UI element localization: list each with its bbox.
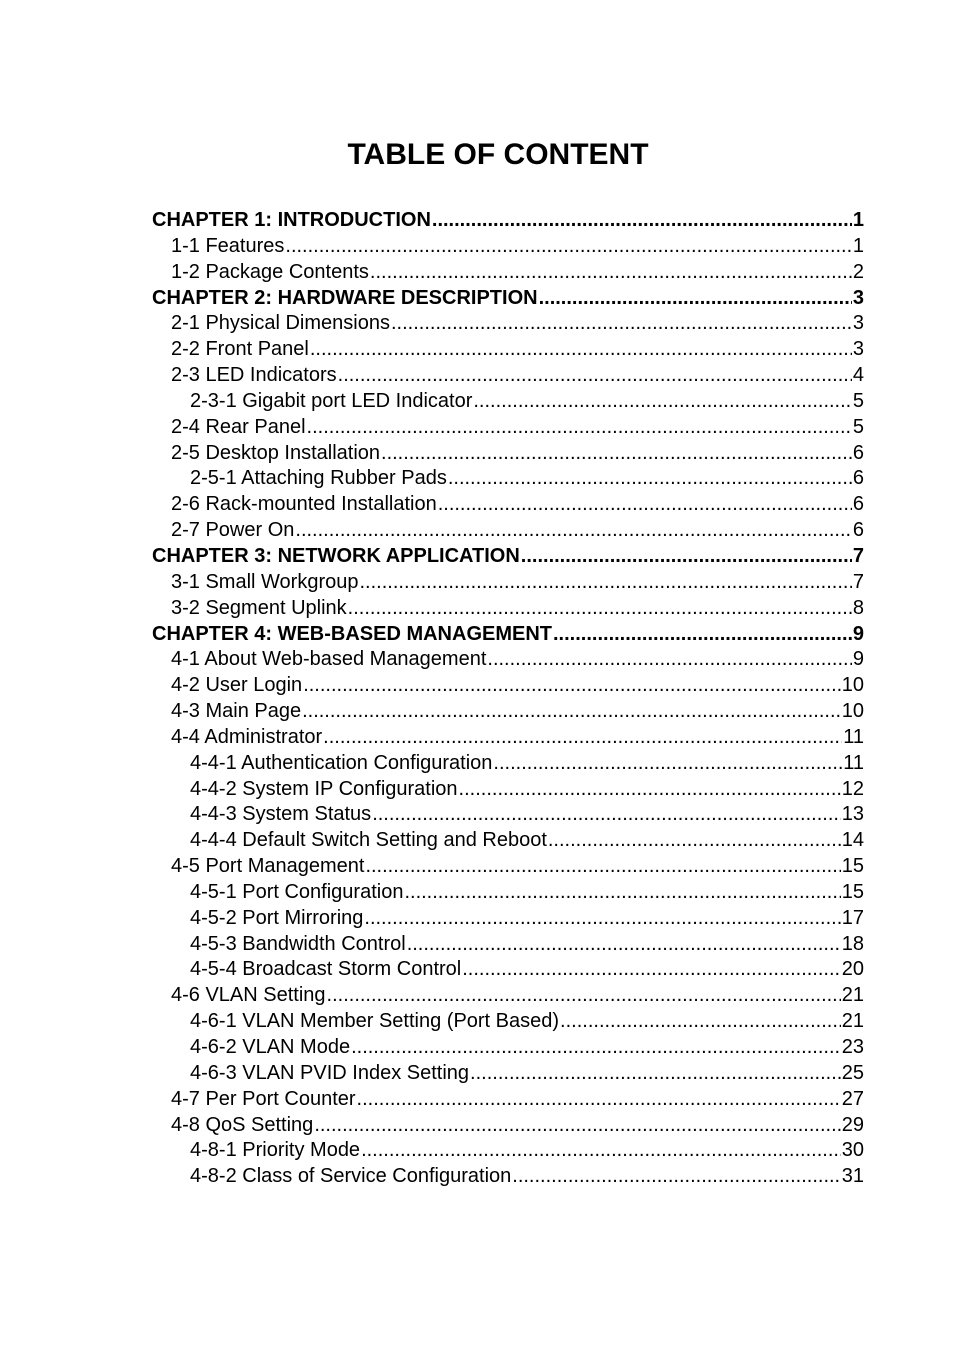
dot-leader <box>372 802 841 828</box>
dot-leader <box>381 441 852 467</box>
toc-entry-label: 4-4-2 System IP Configuration <box>190 777 458 800</box>
toc-entry-label: 4-5-4 Broadcast Storm Control <box>190 958 462 981</box>
toc-page-number: 13 <box>841 803 864 826</box>
toc-page-number: 30 <box>841 1139 864 1162</box>
toc-page-number: 7 <box>852 544 864 567</box>
toc-page-number: 6 <box>852 519 864 542</box>
toc-chapter-entry[interactable] <box>152 286 864 312</box>
dot-leader <box>432 208 852 234</box>
dot-leader <box>560 1009 841 1035</box>
toc-page-number: 10 <box>841 674 864 697</box>
toc-page-number: 4 <box>852 364 864 387</box>
dot-leader <box>285 234 851 260</box>
toc-subsection-entry[interactable] <box>152 802 864 828</box>
toc-section-entry[interactable] <box>152 983 864 1009</box>
toc-page-number: 2 <box>852 260 864 283</box>
toc-page-number: 10 <box>841 700 864 723</box>
toc-page-number: 14 <box>841 829 864 852</box>
dot-leader <box>323 725 842 751</box>
dot-leader <box>302 699 841 725</box>
toc-page-number: 20 <box>841 958 864 981</box>
dot-leader <box>548 828 841 854</box>
toc-page-number: 15 <box>841 880 864 903</box>
toc-section-entry[interactable] <box>152 1087 864 1113</box>
toc-entry-label: 3-2 Segment Uplink <box>171 596 347 619</box>
toc-page-number: 7 <box>852 570 864 593</box>
toc-entry-label: 2-6 Rack-mounted Installation <box>171 493 437 516</box>
toc-section-entry[interactable] <box>152 518 864 544</box>
toc-page-number: 5 <box>852 415 864 438</box>
dot-leader <box>539 286 852 312</box>
toc-section-entry[interactable] <box>152 1113 864 1139</box>
toc-entry-label: 4-6-1 VLAN Member Setting (Port Based) <box>190 1010 560 1033</box>
toc-entry-label: CHAPTER 4: WEB-BASED MANAGEMENT <box>152 622 552 645</box>
toc-section-entry[interactable] <box>152 854 864 880</box>
toc-page-number: 11 <box>843 751 864 774</box>
toc-chapter-entry[interactable] <box>152 544 864 570</box>
dot-leader <box>361 1138 841 1164</box>
toc-entry-label: 4-8 QoS Setting <box>171 1113 314 1136</box>
toc-entry-label: 4-4-4 Default Switch Setting and Reboot <box>190 829 547 852</box>
dot-leader <box>459 777 841 803</box>
toc-page-number: 6 <box>852 493 864 516</box>
toc-entry-label: 4-4-1 Authentication Configuration <box>190 751 493 774</box>
dot-leader <box>493 751 842 777</box>
toc-section-entry[interactable] <box>152 234 864 260</box>
dot-leader <box>438 492 852 518</box>
toc-chapter-entry[interactable] <box>152 208 864 234</box>
toc-page-number: 9 <box>852 622 864 645</box>
dot-leader <box>391 311 852 337</box>
toc-entry-label: 1-2 Package Contents <box>171 260 369 283</box>
toc-page-number: 1 <box>852 234 864 257</box>
dot-leader <box>473 389 852 415</box>
toc-entry-label: CHAPTER 3: NETWORK APPLICATION <box>152 544 520 567</box>
toc-section-entry[interactable] <box>152 673 864 699</box>
dot-leader <box>364 906 840 932</box>
toc-page-number: 5 <box>852 389 864 412</box>
dot-leader <box>448 466 852 492</box>
toc-subsection-entry[interactable] <box>152 1061 864 1087</box>
toc-section-entry[interactable] <box>152 725 864 751</box>
toc-page-number: 1 <box>852 209 864 231</box>
toc-subsection-entry[interactable] <box>152 1035 864 1061</box>
dot-leader <box>365 854 840 880</box>
toc-entry-label: 4-2 User Login <box>171 674 303 697</box>
toc-subsection-entry[interactable] <box>152 957 864 983</box>
toc-entry-label: 4-4 Administrator <box>171 725 323 748</box>
toc-entry-label: 2-5 Desktop Installation <box>171 441 381 464</box>
toc-page-number: 18 <box>841 932 864 955</box>
toc-page-number: 29 <box>841 1113 864 1136</box>
toc-section-entry[interactable] <box>152 647 864 673</box>
toc-entry-label: 4-5-3 Bandwidth Control <box>190 932 406 955</box>
toc-section-entry[interactable] <box>152 311 864 337</box>
toc-section-entry[interactable] <box>152 337 864 363</box>
toc-page-number: 21 <box>841 984 864 1007</box>
dot-leader <box>512 1164 840 1190</box>
toc-page-number: 15 <box>841 855 864 878</box>
toc-page-number: 31 <box>841 1165 864 1188</box>
toc-entry-label: 3-1 Small Workgroup <box>171 570 359 593</box>
toc-chapter-entry[interactable] <box>152 622 864 648</box>
toc-subsection-entry[interactable] <box>152 389 864 415</box>
dot-leader <box>310 337 852 363</box>
toc-page-number: 21 <box>841 1010 864 1033</box>
toc-subsection-entry[interactable] <box>152 777 864 803</box>
toc-subsection-entry[interactable] <box>152 1009 864 1035</box>
toc-subsection-entry[interactable] <box>152 751 864 777</box>
toc-section-entry[interactable] <box>152 492 864 518</box>
toc-page-number: 9 <box>852 648 864 671</box>
toc-section-entry[interactable] <box>152 596 864 622</box>
toc-subsection-entry[interactable] <box>152 1164 864 1190</box>
toc-page-number: 27 <box>841 1087 864 1110</box>
toc-entry-label: 2-5-1 Attaching Rubber Pads <box>190 467 447 490</box>
toc-entry-label: 2-2 Front Panel <box>171 338 309 361</box>
toc-subsection-entry[interactable] <box>152 466 864 492</box>
toc-entry-label: 2-3 LED Indicators <box>171 364 337 387</box>
toc-page-number: 25 <box>841 1061 864 1084</box>
dot-leader <box>553 622 852 648</box>
dot-leader <box>521 544 852 570</box>
toc-entry-label: CHAPTER 2: HARDWARE DESCRIPTION <box>152 286 538 309</box>
toc-entry-label: 4-8-1 Priority Mode <box>190 1139 361 1162</box>
toc-page-number: 23 <box>841 1036 864 1058</box>
toc-section-entry[interactable] <box>152 363 864 389</box>
toc-entry-label: 4-5-1 Port Configuration <box>190 880 404 903</box>
dot-leader <box>307 415 852 441</box>
toc-page-number: 6 <box>852 441 864 464</box>
page-title: TABLE OF CONTENT <box>347 138 649 171</box>
toc-page-number: 3 <box>852 312 864 335</box>
toc-section-entry[interactable] <box>152 415 864 441</box>
toc-entry-label: 4-6 VLAN Setting <box>171 984 326 1007</box>
toc-entry-label: 2-4 Rear Panel <box>171 415 306 438</box>
toc-entry-label: 2-3-1 Gigabit port LED Indicator <box>190 389 473 412</box>
dot-leader <box>470 1061 841 1087</box>
toc-entry-label: 4-3 Main Page <box>171 700 302 723</box>
dot-leader <box>314 1113 840 1139</box>
dot-leader <box>404 880 840 906</box>
toc-entry-label: 4-5 Port Management <box>171 855 365 878</box>
toc-page-number: 8 <box>852 596 864 619</box>
toc-entry-label: 4-6-2 VLAN Mode <box>190 1036 351 1058</box>
toc-page-number: 17 <box>841 906 864 929</box>
toc-section-entry[interactable] <box>152 570 864 596</box>
dot-leader <box>407 932 841 958</box>
toc-entry-label: 1-1 Features <box>171 234 285 257</box>
toc-section-entry[interactable] <box>152 260 864 286</box>
toc-subsection-entry[interactable] <box>152 1138 864 1164</box>
toc-entry-label: 4-6-3 VLAN PVID Index Setting <box>190 1061 470 1084</box>
dot-leader <box>303 673 841 699</box>
toc-subsection-entry[interactable] <box>152 828 864 854</box>
table-of-contents <box>152 208 864 1190</box>
toc-entry-label: 2-1 Physical Dimensions <box>171 312 390 335</box>
toc-subsection-entry[interactable] <box>152 906 864 932</box>
toc-section-entry[interactable] <box>152 441 864 467</box>
dot-leader <box>359 570 851 596</box>
toc-entry-label: 4-8-2 Class of Service Configuration <box>190 1165 512 1188</box>
dot-leader <box>357 1087 841 1113</box>
toc-page-number: 3 <box>852 338 864 361</box>
toc-entry-label: 4-5-2 Port Mirroring <box>190 906 364 929</box>
toc-page-number: 6 <box>852 467 864 490</box>
toc-entry-label: 4-7 Per Port Counter <box>171 1087 356 1110</box>
toc-subsection-entry[interactable] <box>152 880 864 906</box>
dot-leader <box>348 596 852 622</box>
dot-leader <box>351 1035 841 1061</box>
toc-entry-label: 2-7 Power On <box>171 519 295 542</box>
toc-subsection-entry[interactable] <box>152 932 864 958</box>
toc-entry-label: 4-1 About Web-based Management <box>171 648 487 671</box>
dot-leader <box>295 518 851 544</box>
toc-page-number: 11 <box>843 725 864 748</box>
toc-section-entry[interactable] <box>152 699 864 725</box>
toc-page-number: 12 <box>841 777 864 800</box>
toc-entry-label: 4-4-3 System Status <box>190 803 372 826</box>
dot-leader <box>338 363 852 389</box>
dot-leader <box>487 647 851 673</box>
dot-leader <box>327 983 841 1009</box>
toc-entry-label: CHAPTER 1: INTRODUCTION <box>152 209 431 231</box>
dot-leader <box>370 260 852 286</box>
dot-leader <box>462 957 841 983</box>
toc-page-number: 3 <box>852 286 864 309</box>
